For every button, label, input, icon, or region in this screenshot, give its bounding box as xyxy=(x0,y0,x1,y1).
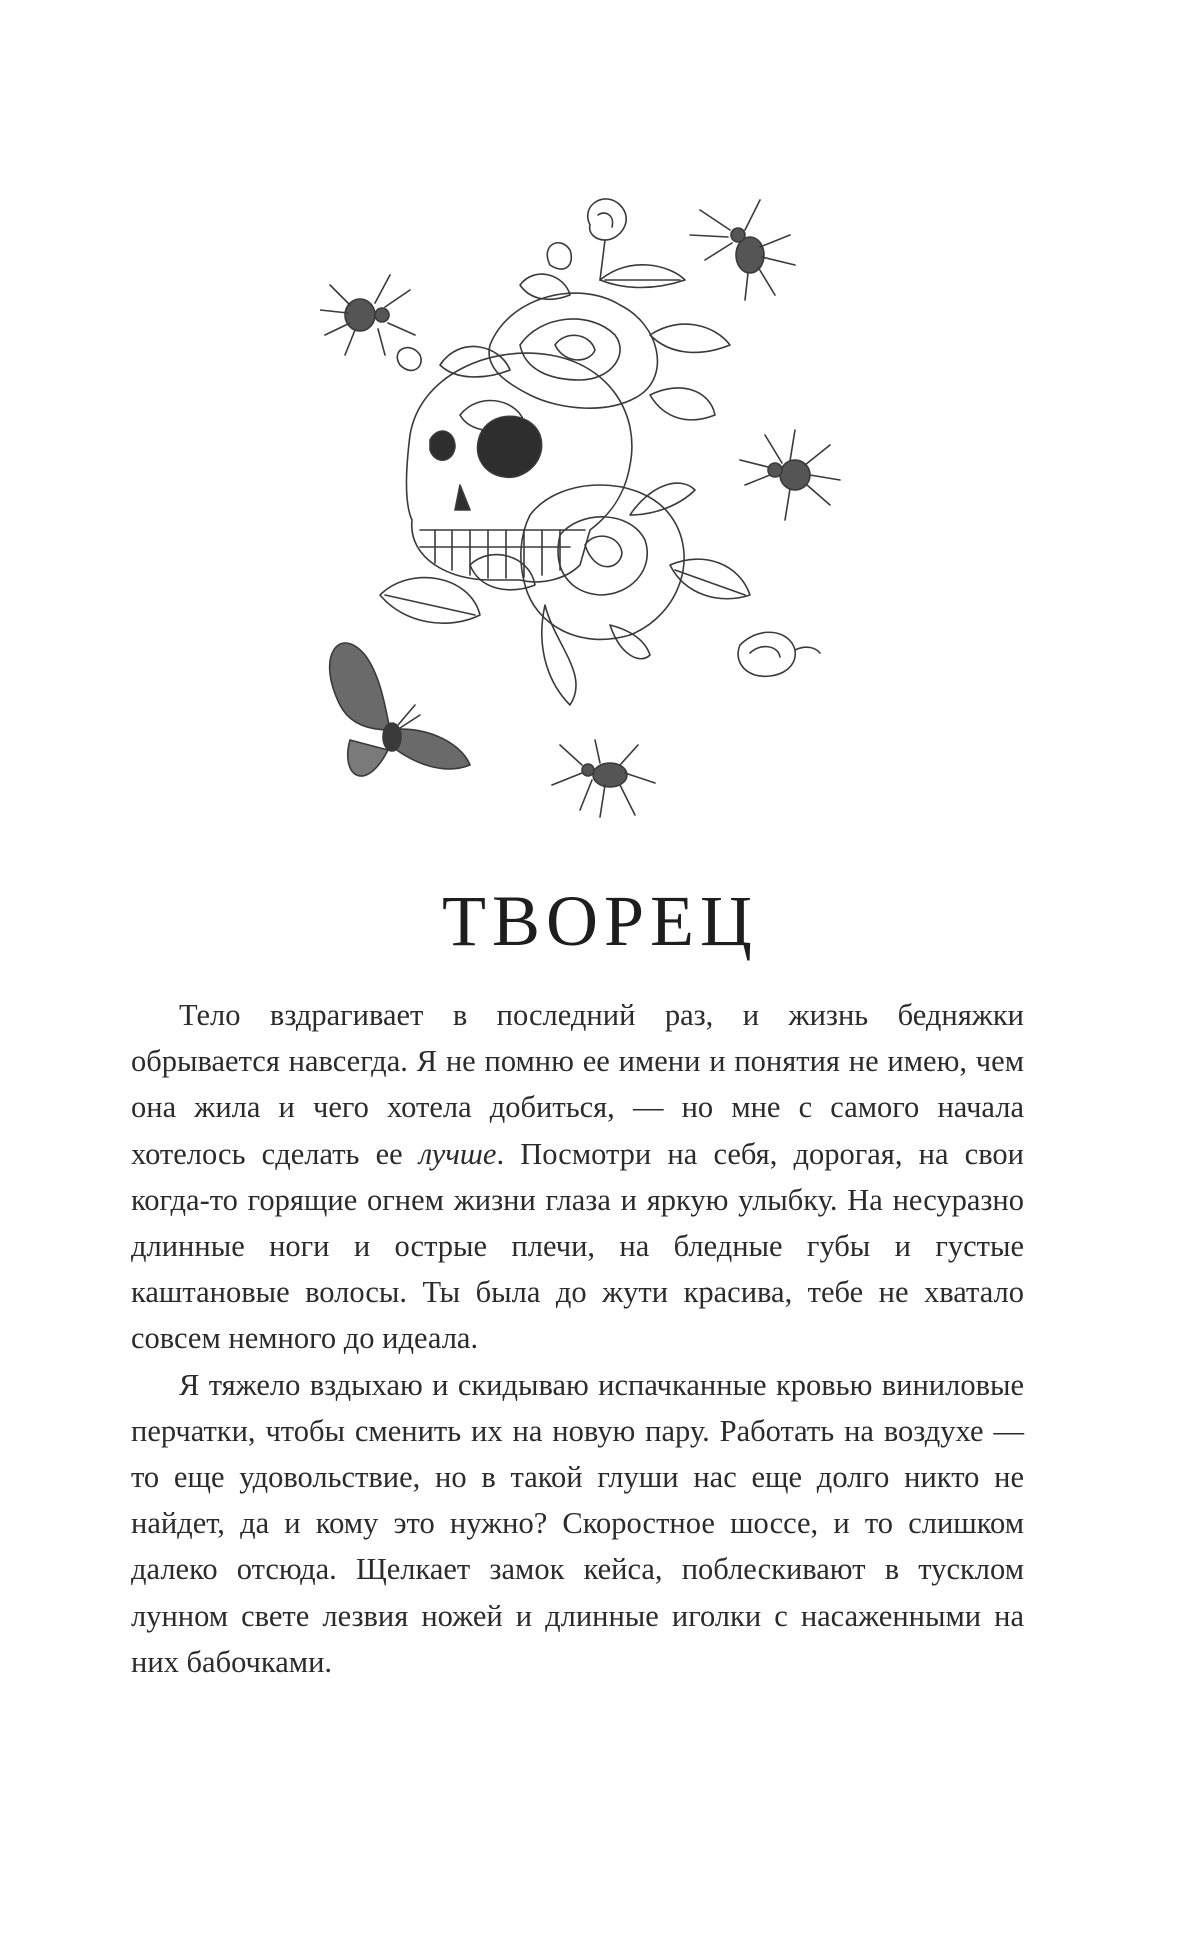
skull-roses-illustration xyxy=(320,185,880,855)
paragraph-1-after: . Посмотри на себя, дорогая, на свои когда-то горящие огнем жизни глаза и яркую улыбку. На несуразно длинные ноги и острые плечи, на бледные губы и густые каштановые волосы. Ты была до жути красива, тебе не хватало совсем немного до идеала. xyxy=(131,1136,1024,1356)
paragraph-1 xyxy=(131,992,1024,1362)
skull-roses-spiders-moth-icon xyxy=(320,185,880,855)
paragraph-1-before: Тело вздрагивает в последний раз, и жизнь бедняжки обрывается навсегда. Я не помню ее имени и понятия не имею, чем она жила и чего хотела добиться, — но мне с самого начала хотелось сделать ее xyxy=(131,998,1024,1171)
chapter-text xyxy=(131,992,1024,1685)
chapter-title: ТВОРЕЦ xyxy=(441,881,759,961)
paragraph-1-emphasis: лучше xyxy=(418,1136,497,1171)
paragraph-2: Я тяжело вздыхаю и скидываю испачканные кровью виниловые перчатки, чтобы сменить их на новую пару. Работать на воздухе — то еще удовольствие, но в такой глуши нас еще долго никто не найдет, да и кому это нужно? Скоростное шоссе, и то слишком далеко отсюда. Щелкает замок кейса, поблескивают в тусклом лунном свете лезвия ножей и длинные иголки с насаженными на них бабочками. xyxy=(131,1367,1024,1679)
